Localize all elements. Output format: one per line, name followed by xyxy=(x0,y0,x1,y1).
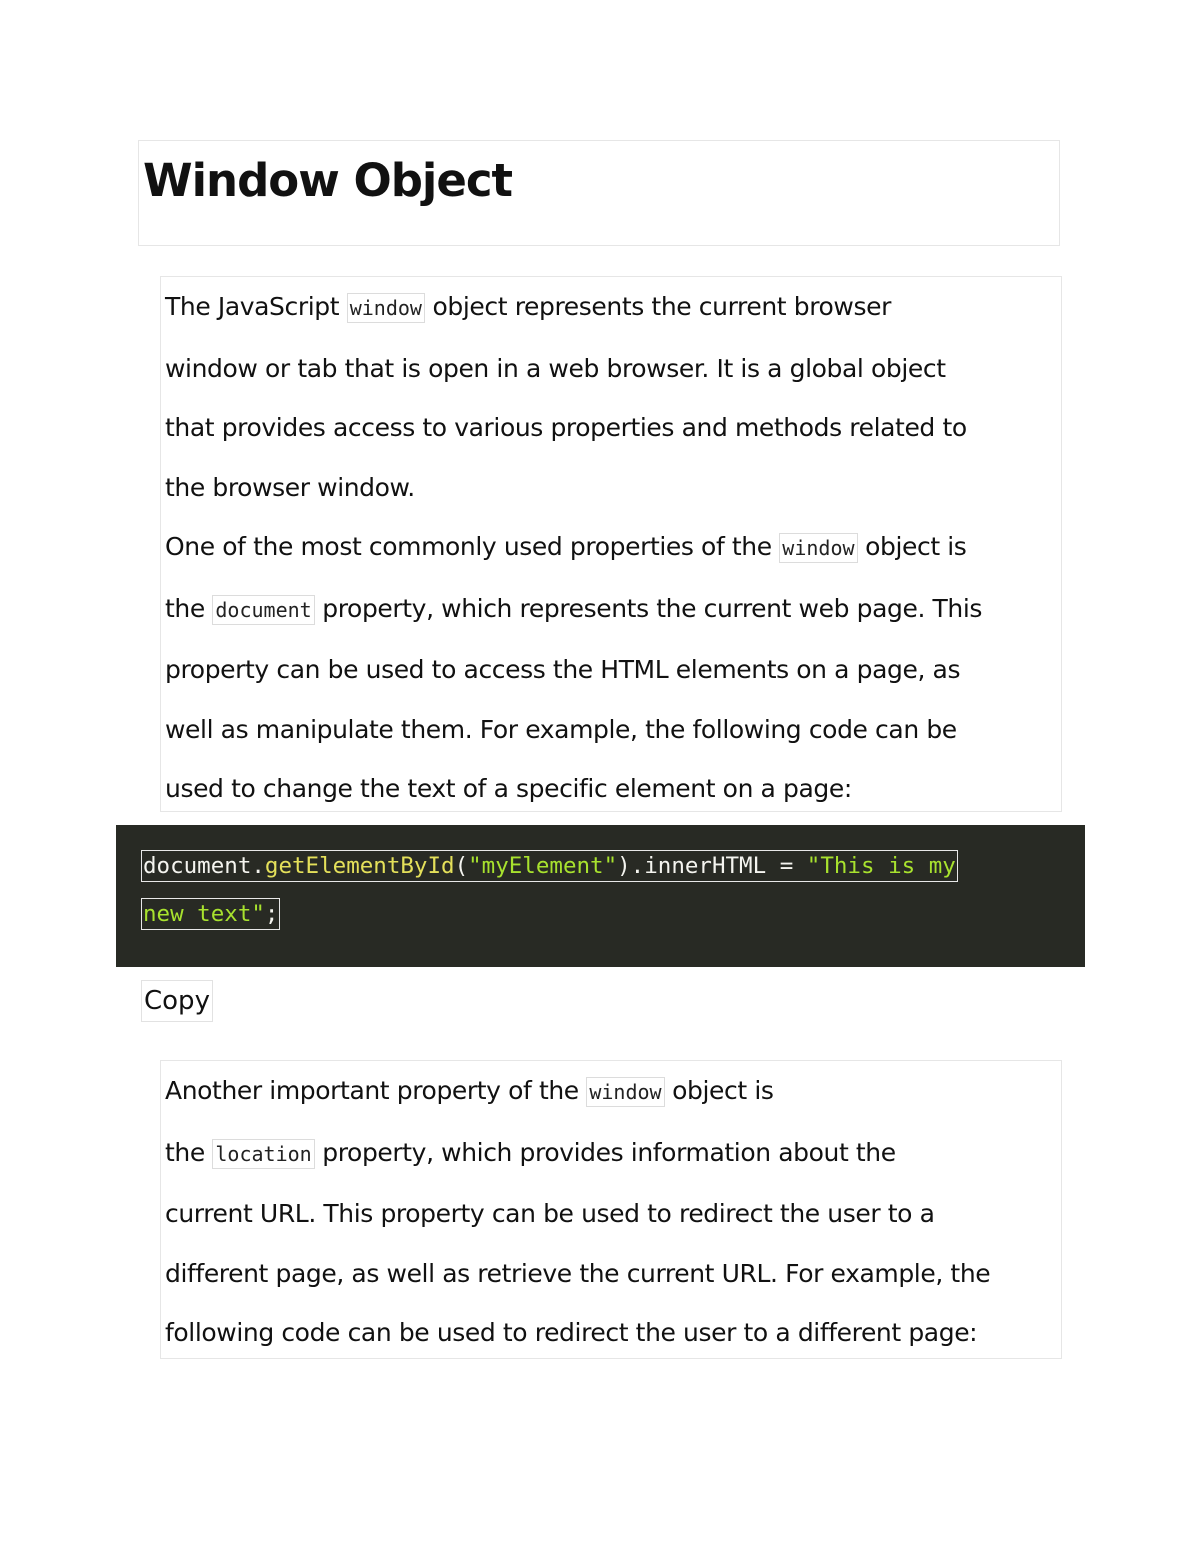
text-span: object is xyxy=(857,532,967,561)
text-span: object represents the current browser xyxy=(424,292,891,321)
code-token-string: "This is my xyxy=(806,853,956,879)
text-line: property can be used to access the HTML elements on a page, as xyxy=(165,655,961,684)
intro-paragraph xyxy=(160,276,1062,812)
inline-code-document: document xyxy=(212,595,314,625)
code-token-string: "myElement" xyxy=(468,853,618,879)
code-token: ).innerHTML = xyxy=(617,853,807,879)
text-line: following code can be used to redirect the user to a different page: xyxy=(165,1318,978,1347)
text-line xyxy=(165,579,1061,641)
location-paragraph xyxy=(160,1060,1062,1359)
inline-code-location: location xyxy=(212,1139,314,1169)
inline-code-window: window xyxy=(586,1077,664,1107)
text-span: object is xyxy=(664,1076,774,1105)
text-span: Another important property of the xyxy=(165,1076,587,1105)
code-token-string: new text" xyxy=(143,901,265,927)
text-line xyxy=(165,1061,1061,1123)
inline-code-window: window xyxy=(347,293,425,323)
inline-code-window: window xyxy=(779,533,857,563)
copy-button[interactable]: Copy xyxy=(141,980,213,1022)
code-line xyxy=(141,850,958,882)
text-line: used to change the text of a specific element on a page: xyxy=(165,774,852,803)
text-span: property, which provides information about the xyxy=(314,1137,896,1167)
text-line: well as manipulate them. For example, the following code can be xyxy=(165,714,957,744)
text-span: The JavaScript xyxy=(165,292,347,321)
code-token-function: getElementById xyxy=(264,853,455,879)
text-span: the xyxy=(165,1137,213,1167)
code-block xyxy=(116,825,1085,967)
code-token: document. xyxy=(143,853,265,879)
text-line: window or tab that is open in a web browser. It is a global object xyxy=(165,353,946,383)
text-span: the xyxy=(165,593,213,623)
text-line xyxy=(165,277,1061,339)
title-box xyxy=(138,140,1060,246)
text-line xyxy=(165,517,1061,579)
code-line xyxy=(141,898,280,930)
page-title: Window Object xyxy=(143,154,513,207)
text-line: the browser window. xyxy=(165,472,415,502)
text-span: One of the most commonly used properties of the xyxy=(165,532,780,561)
code-token: ( xyxy=(454,853,469,879)
code-token: ; xyxy=(264,901,279,927)
text-span: property, which represents the current web page. This xyxy=(314,593,983,623)
text-line xyxy=(165,1123,1061,1185)
text-line: different page, as well as retrieve the current URL. For example, the xyxy=(165,1258,991,1288)
text-line: that provides access to various properties and methods related to xyxy=(165,413,967,442)
text-line: current URL. This property can be used to redirect the user to a xyxy=(165,1199,935,1228)
